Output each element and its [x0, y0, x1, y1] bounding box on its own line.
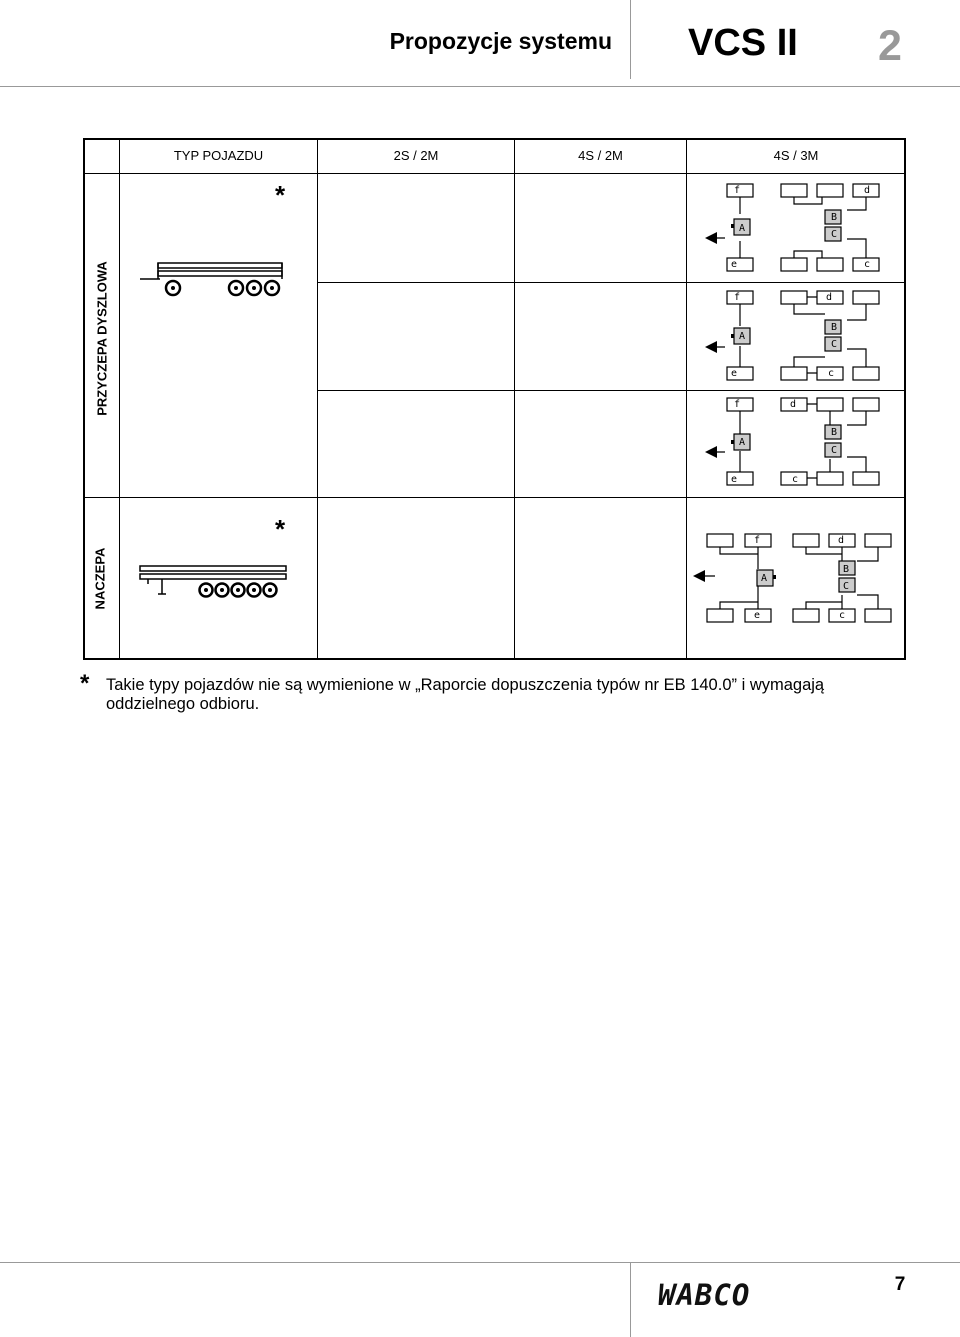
row-marker-asterisk: *	[275, 180, 286, 210]
modulator-label-c: C	[831, 229, 838, 240]
modulator-label-c: C	[843, 581, 850, 592]
sensor-label-d: d	[838, 535, 845, 546]
modulator-label-a: A	[739, 437, 746, 448]
row-marker-asterisk: *	[275, 514, 286, 544]
sensor-label-e: e	[731, 368, 738, 379]
sensor-label-f: f	[734, 399, 741, 410]
col-header-4s2m: 4S / 2M	[578, 148, 623, 163]
table-col-divider	[119, 139, 120, 659]
row-label-drawbar-trailer: PRZYCZEPA DYSZLOWA	[94, 261, 110, 416]
col-header-4s3m: 4S / 3M	[773, 148, 819, 163]
product-name: VCS II	[688, 22, 798, 64]
sensor-label-f: f	[734, 292, 741, 303]
sensor-label-e: e	[731, 259, 738, 270]
modulator-label-b: B	[831, 427, 838, 438]
sensor-label-c: c	[864, 259, 871, 270]
modulator-label-b: B	[843, 564, 850, 575]
sensor-label-d: d	[826, 292, 833, 303]
footer-separator	[630, 1262, 631, 1337]
semitrailer-icon	[138, 560, 290, 602]
col-header-2s2m: 2S / 2M	[393, 148, 439, 163]
brake-schematic-drawbar-trailer	[687, 174, 905, 497]
footer-divider	[0, 1262, 960, 1263]
modulator-label-a: A	[761, 573, 768, 584]
sensor-label-c: c	[839, 610, 846, 621]
page-number: 7	[894, 1274, 906, 1295]
modulator-label-b: B	[831, 322, 838, 333]
sensor-label-c: c	[828, 368, 835, 379]
sensor-label-d: d	[790, 399, 797, 410]
modulator-label-c: C	[831, 339, 838, 350]
page-title: Propozycje systemu	[389, 28, 612, 54]
modulator-label-a: A	[739, 331, 746, 342]
brake-schematic-semitrailer	[687, 498, 905, 659]
col-header-vehicle-type: TYP POJAZDU	[173, 148, 264, 163]
footnote-text: Takie typy pojazdów nie są wymienione w „Raporcie dopuszczenia typów nr EB 140.0” i wymagają oddzielnego odbioru.	[106, 676, 825, 713]
row-label-semitrailer: NACZEPA	[92, 547, 108, 610]
header-separator	[630, 0, 631, 79]
wabco-logo	[658, 1280, 798, 1310]
table-col-divider	[514, 139, 515, 659]
chapter-number: 2	[878, 22, 902, 70]
modulator-label-c: C	[831, 445, 838, 456]
modulator-label-b: B	[831, 212, 838, 223]
footnote-marker: *	[80, 670, 90, 697]
header-divider	[0, 86, 960, 87]
table-col-divider	[317, 139, 318, 659]
sensor-label-d: d	[864, 185, 871, 196]
sensor-label-e: e	[731, 474, 738, 485]
sensor-label-c: c	[792, 474, 799, 485]
drawbar-trailer-icon	[138, 255, 288, 297]
wabco-logo-text: WABCO	[658, 1280, 751, 1310]
sensor-label-f: f	[754, 535, 761, 546]
modulator-label-a: A	[739, 223, 746, 234]
sensor-label-e: e	[754, 610, 761, 621]
sensor-label-f: f	[734, 185, 741, 196]
